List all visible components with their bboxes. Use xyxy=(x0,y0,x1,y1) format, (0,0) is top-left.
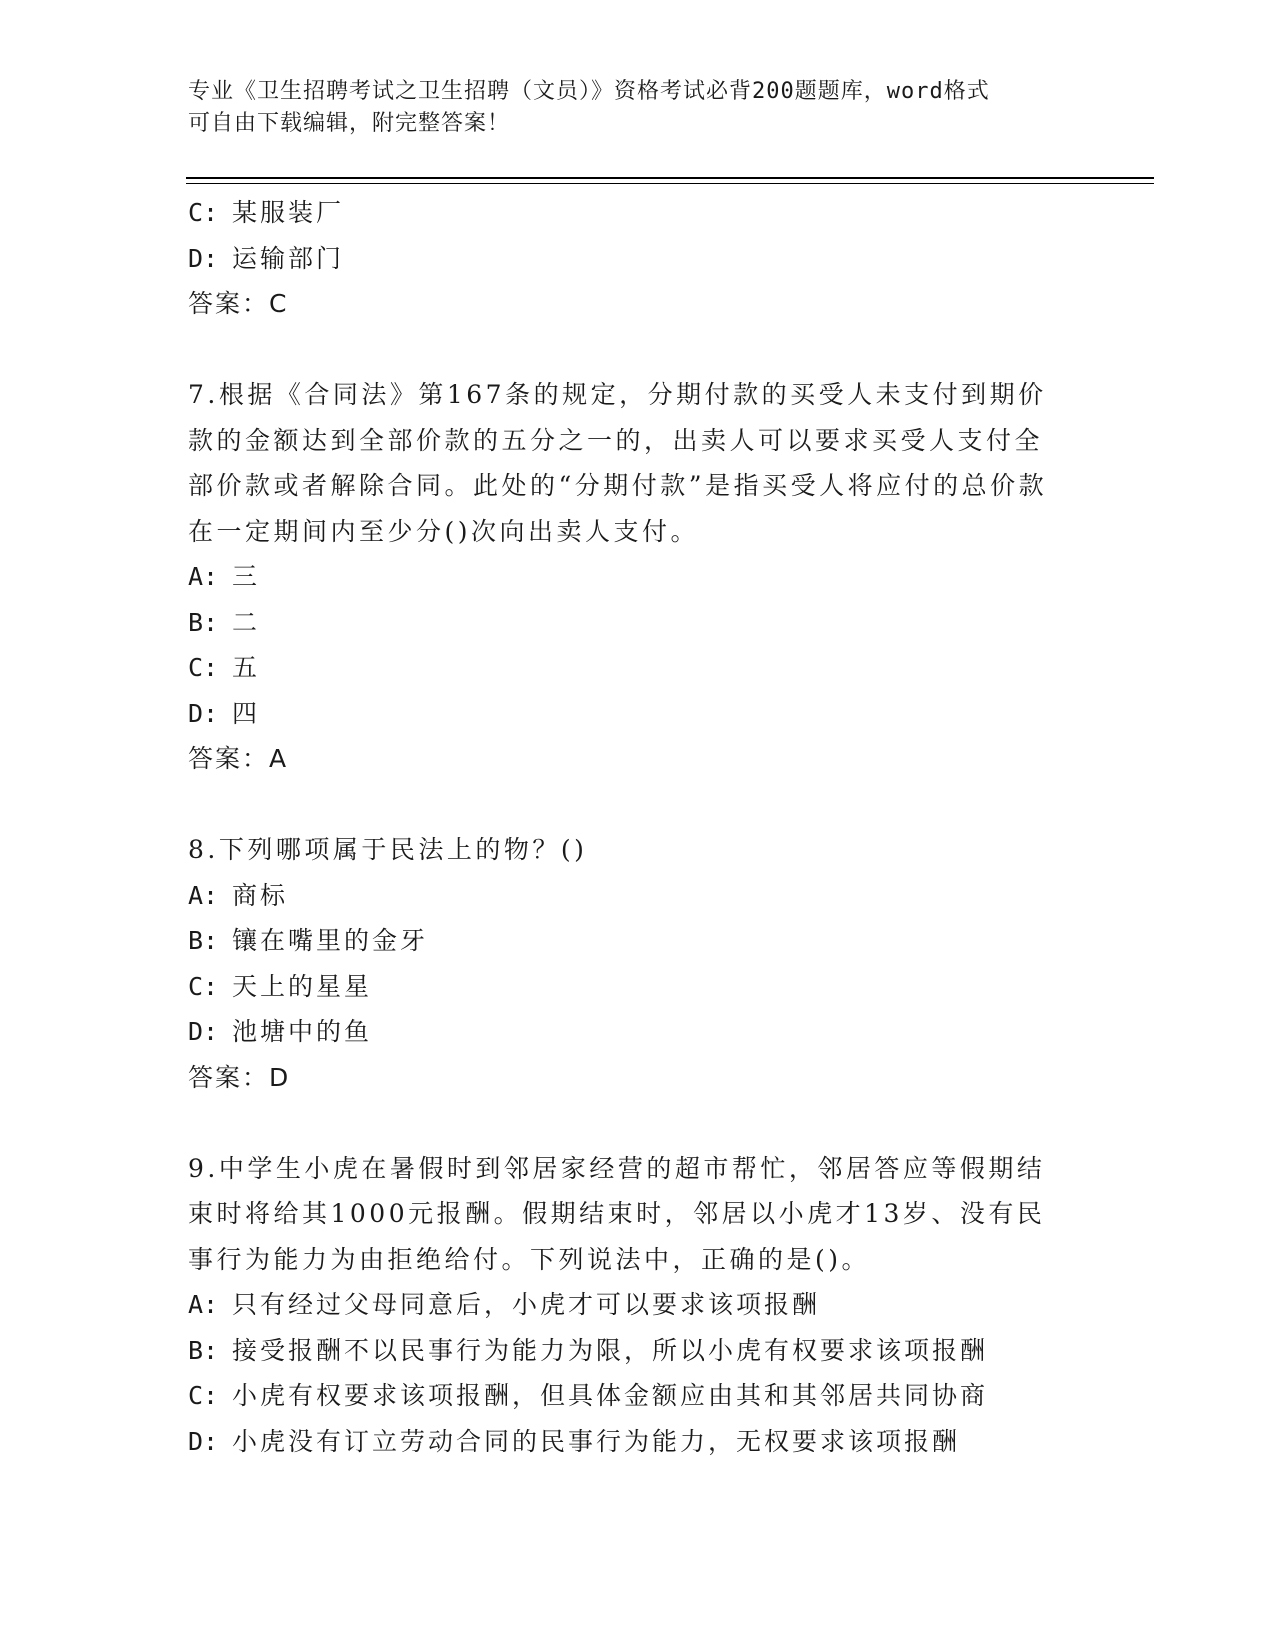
option-letter: D: xyxy=(188,1017,219,1046)
option-b xyxy=(188,918,1068,964)
option-c xyxy=(188,190,1068,236)
question-text: 7.根据《合同法》第167条的规定，分期付款的买受人未支付到期价款的金额达到全部价款的五分之一的，出卖人可以要求买受人支付全部价款或者解除合同。此处的“分期付款”是指买受人将应付的总价款在一定期间内至少分()次向出卖人支付。 xyxy=(188,380,1048,546)
option-text: 接受报酬不以民事行为能力为限，所以小虎有权要求该项报酬 xyxy=(232,1335,989,1365)
option-text: 镶在嘴里的金牙 xyxy=(232,926,429,955)
option-a xyxy=(188,554,1068,600)
question-7 xyxy=(188,372,1068,782)
option-letter: A: xyxy=(188,1290,219,1319)
answer-line: 答案：D xyxy=(188,1062,291,1092)
option-text: 二 xyxy=(232,607,261,637)
document-header xyxy=(188,76,1068,140)
option-b xyxy=(188,1328,1068,1374)
option-text: 小虎没有订立劳动合同的民事行为能力，无权要求该项报酬 xyxy=(232,1426,961,1456)
option-letter: C: xyxy=(188,1381,219,1410)
option-letter: B: xyxy=(188,1335,219,1365)
spacer xyxy=(188,327,1068,373)
option-d xyxy=(188,1419,1068,1465)
option-letter: B: xyxy=(188,607,219,637)
option-text: 只有经过父母同意后，小虎才可以要求该项报酬 xyxy=(232,1290,821,1319)
spacer xyxy=(188,1100,1068,1146)
option-b xyxy=(188,600,1068,646)
option-c xyxy=(188,645,1068,691)
option-letter: C: xyxy=(188,198,219,227)
option-a xyxy=(188,1282,1068,1328)
option-a xyxy=(188,873,1068,919)
option-c xyxy=(188,1373,1068,1419)
option-letter: D: xyxy=(188,698,219,728)
header-rule-thick xyxy=(186,177,1154,179)
option-text: 五 xyxy=(232,653,261,682)
question-text: 8.下列哪项属于民法上的物？() xyxy=(188,835,588,864)
header-rule-thin xyxy=(186,183,1154,184)
option-letter: D: xyxy=(188,1426,219,1456)
answer-line: 答案：A xyxy=(188,744,289,773)
question-9 xyxy=(188,1146,1068,1465)
answer-line: 答案：C xyxy=(188,289,289,318)
option-d xyxy=(188,236,1068,282)
question-8 xyxy=(188,827,1068,1100)
option-text: 池塘中的鱼 xyxy=(232,1017,373,1046)
option-letter: C: xyxy=(188,971,219,1001)
option-text: 四 xyxy=(232,698,261,728)
question-content xyxy=(188,190,1068,1464)
question-6-tail xyxy=(188,190,1068,327)
option-text: 天上的星星 xyxy=(232,971,373,1001)
option-letter: B: xyxy=(188,926,219,955)
option-d xyxy=(188,691,1068,737)
option-letter: A: xyxy=(188,562,219,591)
header-line-2: 可自由下载编辑，附完整答案！ xyxy=(188,111,511,136)
option-text: 小虎有权要求该项报酬，但具体金额应由其和其邻居共同协商 xyxy=(232,1381,989,1410)
question-text: 9.中学生小虎在暑假时到邻居家经营的超市帮忙，邻居答应等假期结束时将给其1000元报酬。假期结束时，邻居以小虎才13岁、没有民事行为能力为由拒绝给付。下列说法中，正确的是()。 xyxy=(188,1153,1046,1274)
spacer xyxy=(188,782,1068,828)
option-letter: C: xyxy=(188,653,219,682)
option-letter: A: xyxy=(188,880,219,910)
option-c xyxy=(188,964,1068,1010)
option-text: 三 xyxy=(232,562,261,591)
option-text: 商标 xyxy=(232,880,289,910)
option-text: 运输部门 xyxy=(232,243,345,273)
option-d xyxy=(188,1009,1068,1055)
option-letter: D: xyxy=(188,243,219,273)
header-line-1: 专业《卫生招聘考试之卫生招聘（文员）》资格考试必背200题题库，word格式 xyxy=(188,79,990,104)
option-text: 某服装厂 xyxy=(232,198,345,227)
